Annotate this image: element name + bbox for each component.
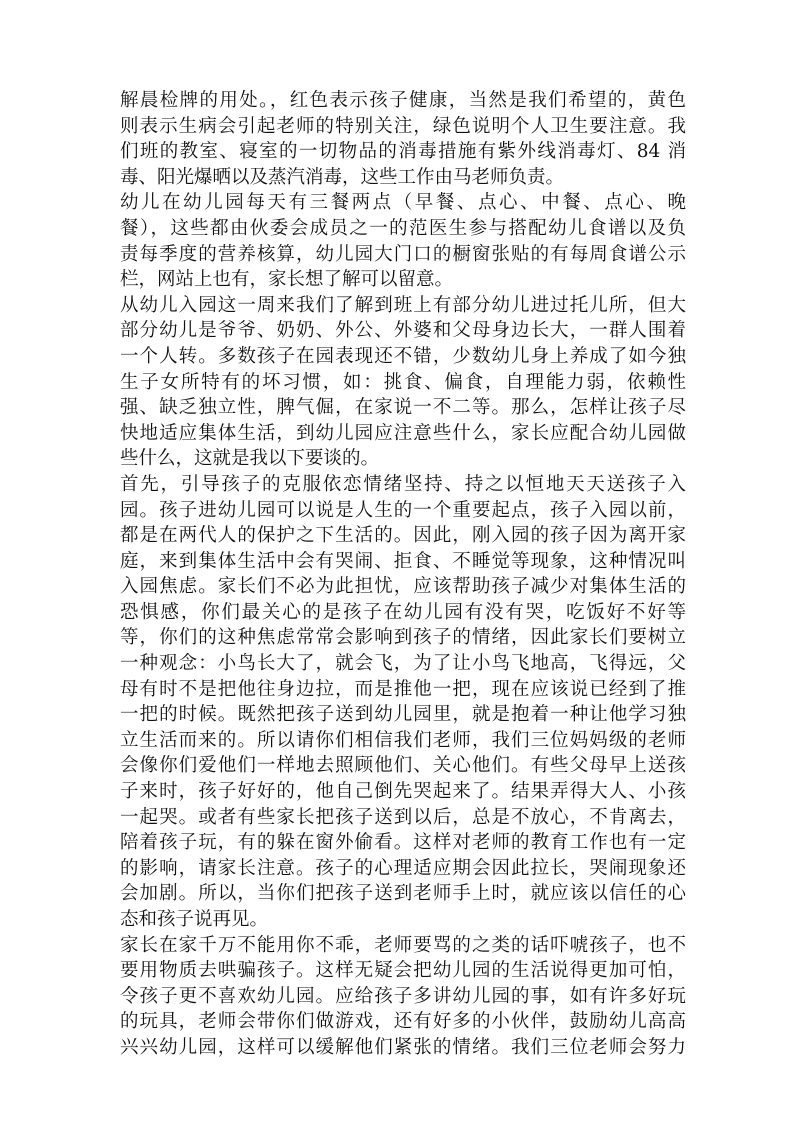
- text-line: 兴兴幼儿园，这样可以缓解他们紧张的情绪。我们三位老师会努力: [120, 1036, 686, 1058]
- text-line: 庭，来到集体生活中会有哭闹、拒食、不睡觉等现象，这种情况叫: [120, 550, 686, 572]
- text-line: 幼儿在幼儿园每天有三餐两点（早餐、点心、中餐、点心、晚: [120, 192, 686, 214]
- text-line: 态和孩子说再见。: [120, 909, 269, 930]
- text-line: 则表示生病会引起老师的特别关注，绿色说明个人卫生要注意。我: [120, 115, 686, 137]
- text-line: 母有时不是把他往身边拉，而是推他一把，现在应该说已经到了推: [120, 678, 686, 700]
- text-line: 等，你们的这种焦虑常常会影响到孩子的情绪，因此家长们要树立: [120, 627, 686, 649]
- text-line: 园。孩子进幼儿园可以说是人生的一个重要起点，孩子入园以前，: [120, 499, 686, 521]
- text-line: 的影响，请家长注意。孩子的心理适应期会因此拉长，哭闹现象还: [120, 857, 686, 879]
- document-page: [120, 88, 686, 1061]
- text-line: 毒、阳光爆晒以及蒸汽消毒，这些工作由马老师负责。: [120, 166, 565, 188]
- text-line: 解晨检牌的用处。，红色表示孩子健康，当然是我们希望的，黄色: [120, 90, 686, 111]
- text-line: 餐），这些都由伙委会成员之一的范医生参与搭配幼儿食谱以及负: [120, 217, 686, 239]
- text-line: 强、缺乏独立性，脾气倔，在家说一不二等。那么，怎样让孩子尽: [120, 397, 686, 419]
- text-line: 恐惧感，你们最关心的是孩子在幼儿园有没有哭，吃饭好不好等: [120, 601, 686, 623]
- text-line: 要用物质去哄骗孩子。这样无疑会把幼儿园的生活说得更加可怕，: [120, 960, 686, 982]
- text-line: 们班的教室、寝室的一切物品的消毒措施有紫外线消毒灯、84 消: [120, 141, 686, 163]
- text-line: 的玩具，老师会带你们做游戏，还有好多的小伙伴，鼓励幼儿高高: [120, 1011, 686, 1033]
- text-line: 一种观念：小鸟长大了，就会飞，为了让小鸟飞地高，飞得远，父: [120, 653, 686, 675]
- text-line: 生子女所特有的坏习惯，如：挑食、偏食，自理能力弱，依赖性: [120, 371, 686, 393]
- text-line: 些什么，这就是我以下要谈的。: [120, 448, 380, 470]
- text-line: 陪着孩子玩，有的躲在窗外偷看。这样对老师的教育工作也有一定: [120, 832, 686, 854]
- text-line: 立生活而来的。所以请你们相信我们老师，我们三位妈妈级的老师: [120, 729, 686, 751]
- text-line: 入园焦虑。家长们不必为此担忧，应该帮助孩子减少对集体生活的: [120, 576, 686, 598]
- text-line: 会像你们爱他们一样地去照顾他们、关心他们。有些父母早上送孩: [120, 755, 686, 777]
- text-line: 一个人转。多数孩子在园表现还不错，少数幼儿身上养成了如今独: [120, 345, 686, 367]
- text-line: 令孩子更不喜欢幼儿园。应给孩子多讲幼儿园的事，如有许多好玩: [120, 985, 686, 1007]
- text-line: 会加剧。所以，当你们把孩子送到老师手上时，就应该以信任的心: [120, 883, 686, 905]
- text-line: 家长在家千万不能用你不乖，老师要骂的之类的话吓唬孩子，也不: [120, 934, 686, 956]
- text-line: 快地适应集体生活，到幼儿园应注意些什么，家长应配合幼儿园做: [120, 422, 686, 444]
- text-line: 部分幼儿是爷爷、奶奶、外公、外婆和父母身边长大，一群人围着: [120, 320, 686, 342]
- text-line: 栏，网站上也有，家长想了解可以留意。: [120, 269, 454, 291]
- text-line: 都是在两代人的保护之下生活的。因此，刚入园的孩子因为离开家: [120, 525, 686, 547]
- text-line: 责每季度的营养核算，幼儿园大门口的橱窗张贴的有每周食谱公示: [120, 243, 686, 265]
- text-line: 子来时，孩子好好的，他自己倒先哭起来了。结果弄得大人、小孩: [120, 781, 686, 803]
- text-line: 一起哭。或者有些家长把孩子送到以后，总是不放心，不肯离去，: [120, 806, 686, 828]
- text-line: 一把的时候。既然把孩子送到幼儿园里，就是抱着一种让他学习独: [120, 704, 686, 726]
- text-line: 从幼儿入园这一周来我们了解到班上有部分幼儿进过托儿所，但大: [120, 294, 686, 316]
- text-line: 首先，引导孩子的克服依恋情绪坚持、持之以恒地天天送孩子入: [120, 473, 686, 495]
